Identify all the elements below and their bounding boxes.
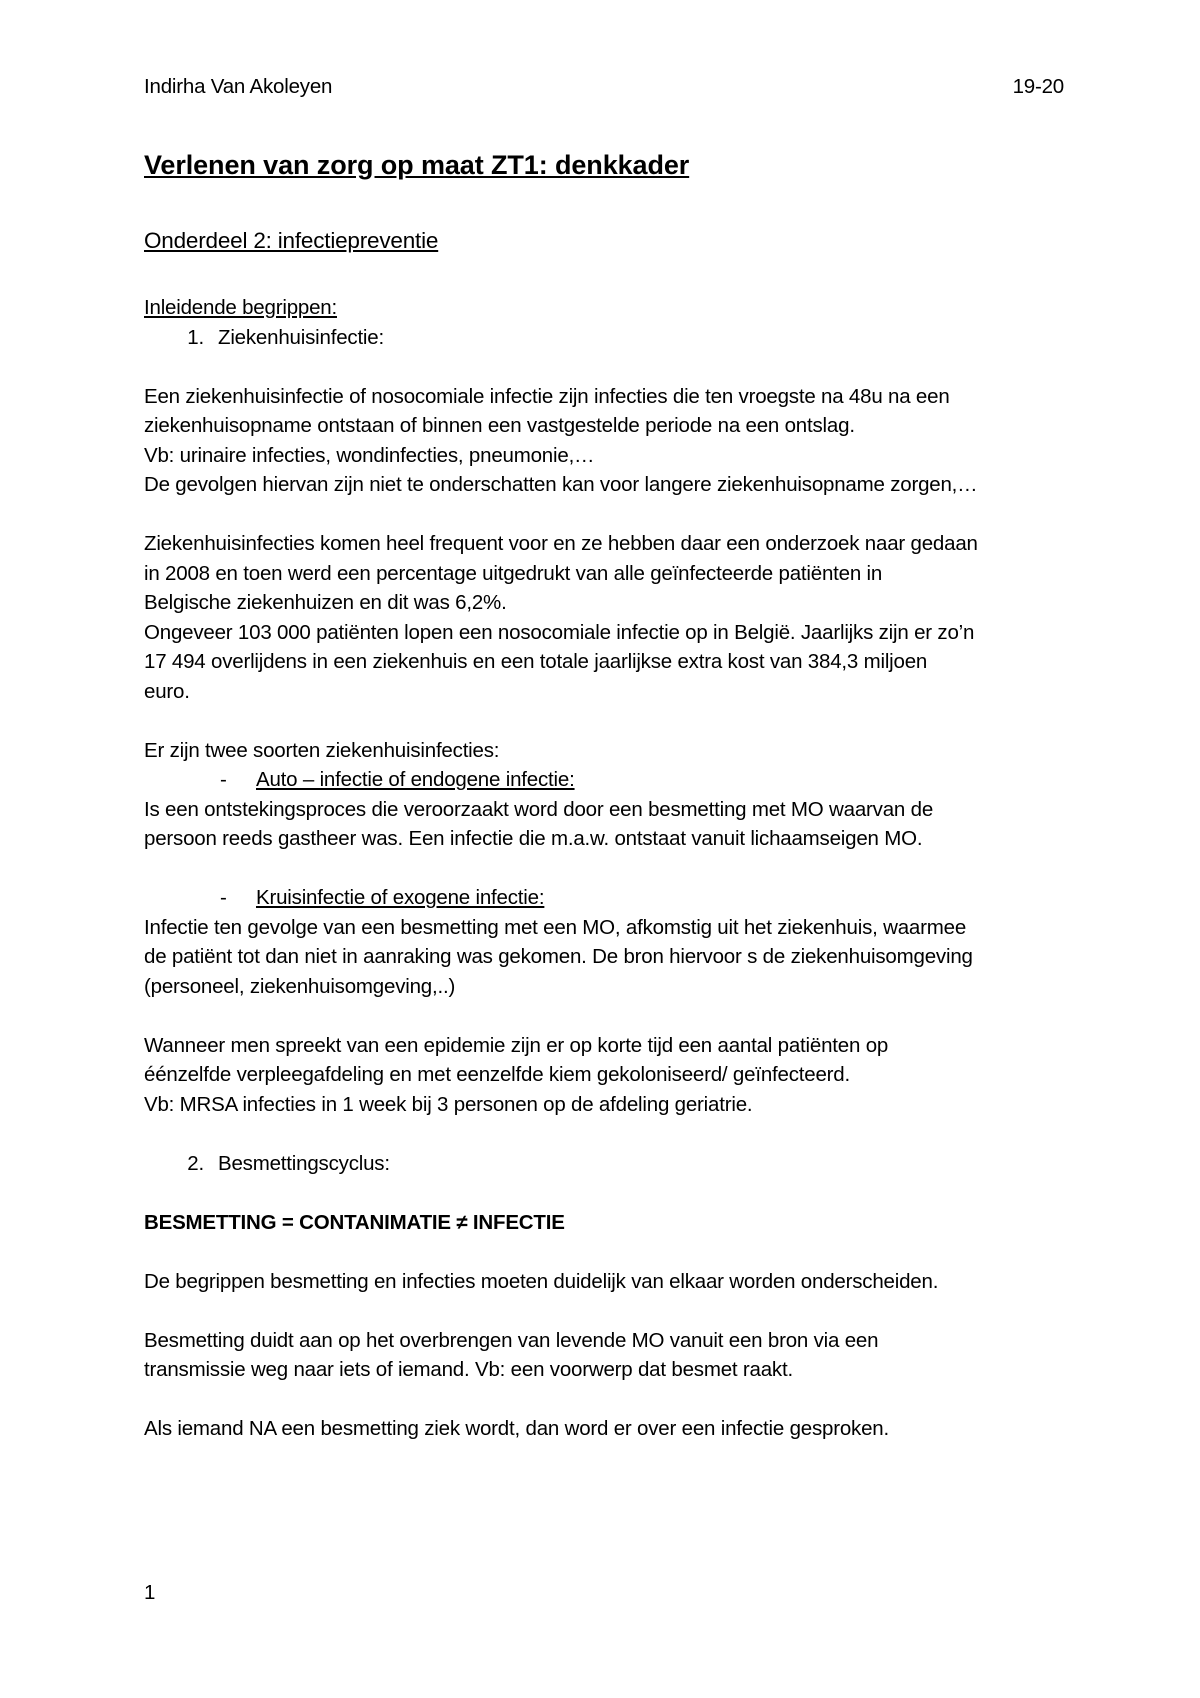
text-line: persoon reeds gastheer was. Een infectie die m.a.w. ontstaat vanuit lichaamseigen MO.: [144, 827, 923, 850]
text-line: Infectie ten gevolge van een besmetting met een MO, afkomstig uit het ziekenhuis, waarmee: [144, 915, 967, 939]
bullet-label: Kruisinfectie of exogene infectie:: [256, 886, 545, 909]
author-name: Indirha Van Akoleyen: [144, 75, 333, 98]
section-heading: Inleidende begrippen:: [144, 296, 337, 319]
text-line: Is een ontstekingsproces die veroorzaakt word door een besmetting met MO waarvan de: [144, 797, 934, 821]
page-header: [144, 72, 1064, 102]
spacer: [144, 1237, 1074, 1267]
spacer: [144, 706, 1074, 736]
text-line: De begrippen besmetting en infecties moeten duidelijk van elkaar worden onderscheiden.: [144, 1269, 939, 1293]
paragraph-auto-infectie: [144, 795, 1074, 854]
page-number: 1: [144, 1581, 156, 1604]
list-number: 2.: [187, 1151, 204, 1175]
text-line: Vb: MRSA infecties in 1 week bij 3 personen op de afdeling geriatrie.: [144, 1092, 753, 1116]
text-line: Er zijn twee soorten ziekenhuisinfecties:: [144, 738, 500, 762]
text-line: de patiënt tot dan niet in aanraking was gekomen. De bron hiervoor s de ziekenhuisomgeving: [144, 945, 973, 968]
spacer: [144, 352, 1074, 382]
text-line: Ongeveer 103 000 patiënten lopen een nosocomiale infectie op in België. Jaarlijks zijn er zo’n: [144, 620, 975, 644]
text-line: Een ziekenhuisinfectie of nosocomiale infectie zijn infecties die ten vroegste na 48u na een: [144, 384, 950, 408]
bullet-item-kruisinfectie: [144, 883, 1074, 913]
spacer: [144, 1119, 1074, 1149]
dash-marker: -: [220, 768, 227, 791]
spacer: [144, 1296, 1074, 1326]
spacer: [144, 500, 1074, 530]
numbered-item-2: [144, 1149, 1074, 1179]
text-line: éénzelfde verpleegafdeling en met eenzelfde kiem gekoloniseerd/ geïnfecteerd.: [144, 1063, 850, 1086]
paragraph-definition: [144, 382, 1074, 500]
paragraph-epidemie: [144, 1031, 1074, 1120]
bullet-label: Auto – infectie of endogene infectie:: [256, 768, 575, 791]
text-line: Als iemand NA een besmetting ziek wordt, dan word er over een infectie gesproken.: [144, 1417, 889, 1440]
text-line: Vb: urinaire infecties, wondinfecties, pneumonie,…: [144, 443, 595, 467]
bullet-item-auto-infectie: [144, 765, 1074, 795]
paragraph-statistics: [144, 529, 1074, 706]
text-line: Belgische ziekenhuizen en dit was 6,2%.: [144, 591, 507, 614]
dash-marker: -: [220, 886, 227, 909]
paragraph-kruisinfectie: [144, 913, 1074, 1002]
text-line: Ziekenhuisinfecties komen heel frequent voor en ze hebben daar een onderzoek naar gedaan: [144, 532, 978, 555]
text-line: in 2008 en toen werd een percentage uitgedrukt van alle geïnfecteerde patiënten in: [144, 561, 883, 585]
document-title: Verlenen van zorg op maat ZT1: denkkader: [144, 150, 690, 180]
list-number: 1.: [187, 325, 204, 349]
text-line: (personeel, ziekenhuisomgeving,..): [144, 974, 456, 998]
text-line: Besmetting duidt aan op het overbrengen van levende MO vanuit een bron via een: [144, 1328, 879, 1352]
text-line: euro.: [144, 679, 190, 703]
text-line: Wanneer men spreekt van een epidemie zijn er op korte tijd een aantal patiënten op: [144, 1033, 889, 1057]
spacer: [144, 1385, 1074, 1415]
school-year: 19-20: [1012, 75, 1064, 98]
list-label: Ziekenhuisinfectie:: [218, 325, 384, 349]
text-line: De gevolgen hiervan zijn niet te onderschatten kan voor langere ziekenhuisopname zorgen,…: [144, 473, 978, 496]
list-label: Besmettingscyclus:: [218, 1151, 390, 1175]
text-line: 17 494 overlijdens in een ziekenhuis en een totale jaarlijkse extra kost van 384,3 miljoen: [144, 650, 928, 673]
document-body: [144, 293, 1074, 1444]
spacer: [144, 854, 1074, 884]
spacer: [144, 1178, 1074, 1208]
spacer: [144, 1001, 1074, 1031]
paragraph-besmetting: [144, 1326, 1074, 1385]
text-line: ziekenhuisopname ontstaan of binnen een vastgestelde periode na een ontslag.: [144, 414, 855, 437]
text-line: transmissie weg naar iets of iemand. Vb: een voorwerp dat besmet raakt.: [144, 1358, 793, 1381]
equation-line: BESMETTING = CONTANIMATIE ≠ INFECTIE: [144, 1210, 565, 1234]
numbered-item-1: [144, 323, 1074, 353]
document-subtitle: Onderdeel 2: infectiepreventie: [144, 228, 439, 253]
